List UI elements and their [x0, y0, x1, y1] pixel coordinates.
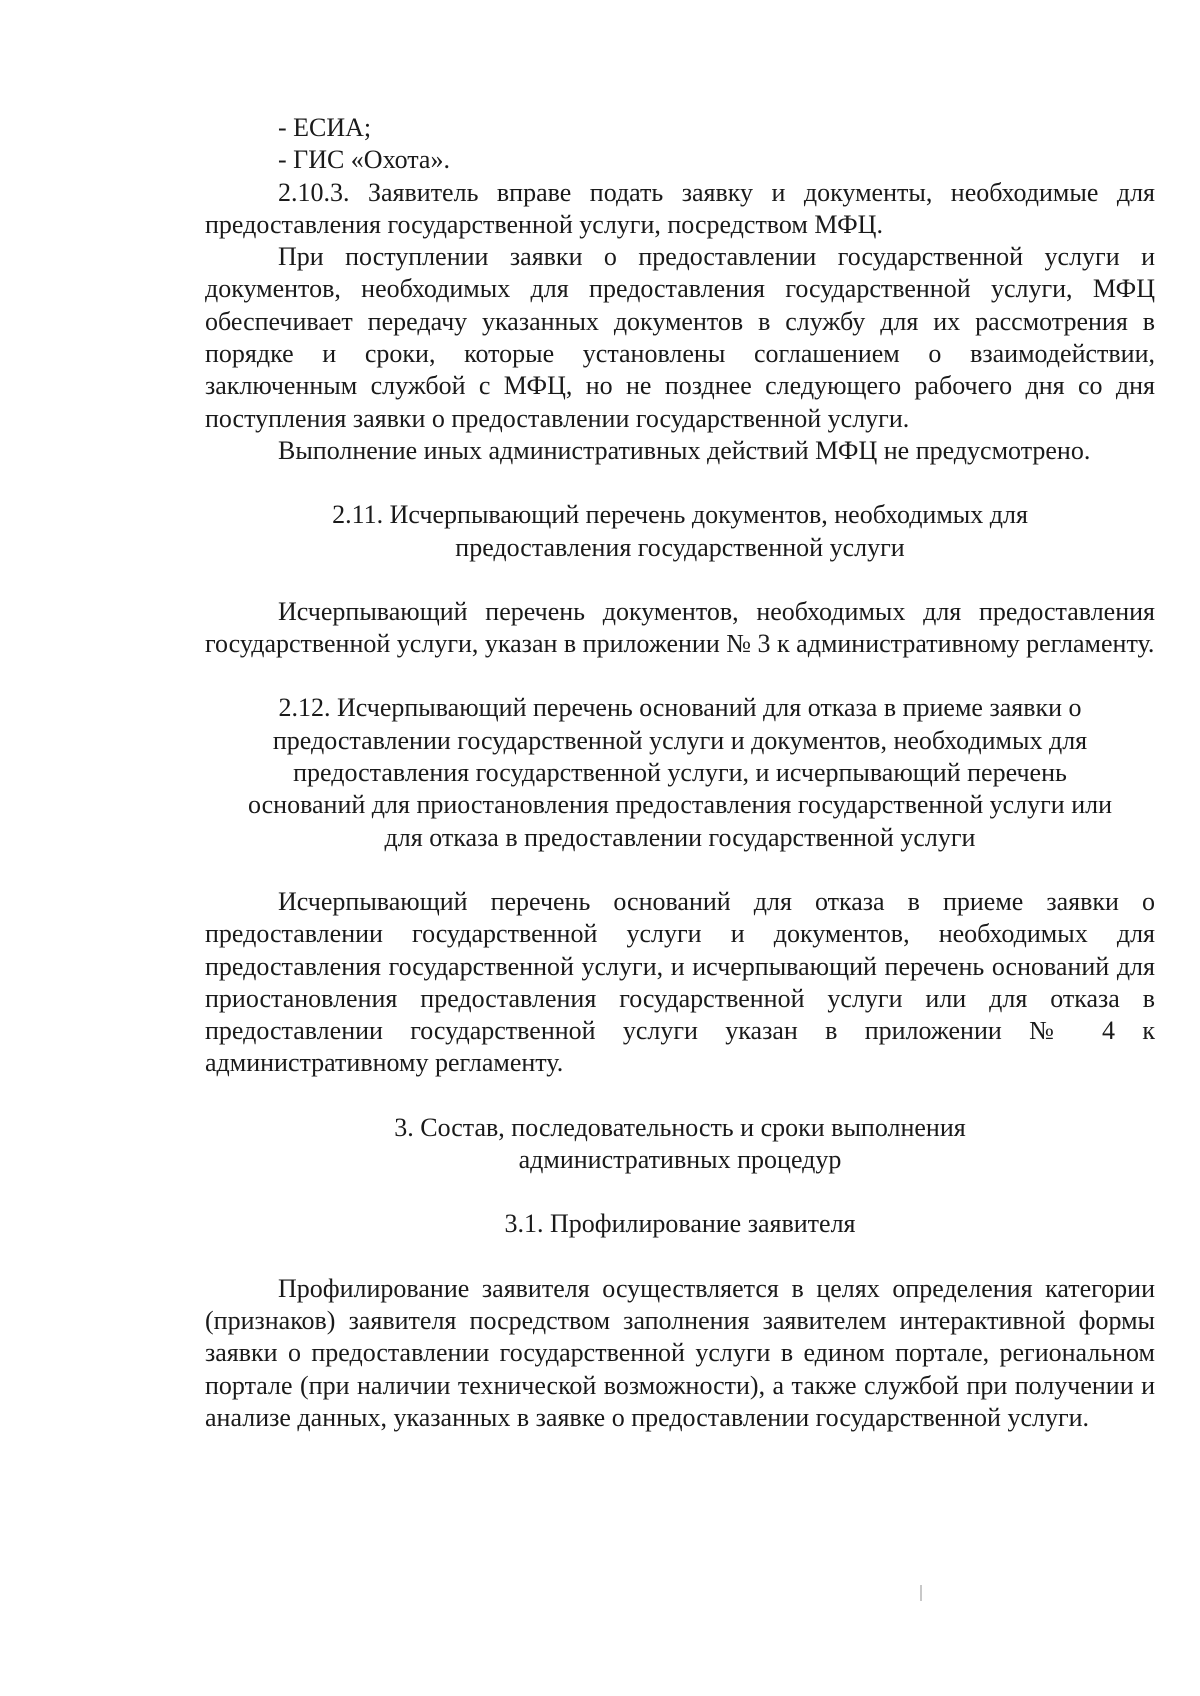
heading-2-11-line1: 2.11. Исчерпывающий перечень документов, необходимых для [332, 500, 1028, 530]
paragraph-2-11-body: Исчерпывающий перечень документов, необходимых для предоставления государственной услуги, указан в приложении № 3 к административному регламенту. [205, 596, 1155, 659]
list-item-esia: - ЕСИА; [278, 113, 372, 142]
heading-2-11-line2: предоставления государственной услуги [455, 532, 905, 562]
heading-2-11 [205, 499, 1155, 564]
heading-3 [205, 1112, 1155, 1177]
heading-2-12-line5: для отказа в предоставлении государственной услуги [384, 822, 976, 852]
list-item-gis-okhota: - ГИС «Охота». [278, 145, 450, 175]
heading-2-12-line2: предоставлении государственной услуги и документов, необходимых для [272, 725, 1088, 755]
paragraph-2-12-body: Исчерпывающий перечень оснований для отказа в приеме заявки о предоставлении государственной услуги и документов, необходимых для предоставления государственной услуги, и исчерпывающий перечень оснований для приостановления предоставления государственной услуги или для отказа в предоставлении государственной услуги указан в приложении № 4 к административному регламенту. [205, 886, 1155, 1078]
heading-3-line1: 3. Состав, последовательность и сроки выполнения [394, 1112, 966, 1142]
paragraph-mfc-other-actions: Выполнение иных административных действий МФЦ не предусмотрено. [278, 435, 1091, 465]
scan-artifact-mark [920, 1585, 922, 1601]
paragraph-3-1-body: Профилирование заявителя осуществляется в целях определения категории (признаков) заявителя посредством заполнения заявителем интерактивной формы заявки о предоставлении государственной услуги в едином портале, региональном портале (при наличии технической возможности), а также службой при получении и анализе данных, указанных в заявке о предоставлении государственной услуги. [205, 1273, 1155, 1432]
paragraph-2-10-3: 2.10.3. Заявитель вправе подать заявку и документы, необходимые для предоставления государственной услуги, посредством МФЦ. [205, 177, 1155, 239]
heading-2-12-line4: оснований для приостановления предоставления государственной услуги или [247, 790, 1113, 820]
heading-3-1: 3.1. Профилирование заявителя [504, 1209, 856, 1239]
heading-2-12-line1: 2.12. Исчерпывающий перечень оснований для отказа в приеме заявки о [278, 693, 1082, 723]
heading-2-12 [205, 692, 1155, 853]
heading-3-line2: административных процедур [518, 1145, 842, 1175]
document-page [205, 112, 1155, 1434]
paragraph-mfc-transfer: При поступлении заявки о предоставлении государственной услуги и документов, необходимых для предоставления государственной услуги, МФЦ обеспечивает передачу указанных документов в службу для их рассмотрения в порядке и сроки, которые установлены соглашением о взаимодействии, заключенным службой с МФЦ, но не позднее следующего рабочего дня со дня поступления заявки о предоставлении государственной услуги. [205, 242, 1155, 433]
heading-2-12-line3: предоставления государственной услуги, и исчерпывающий перечень [293, 758, 1067, 788]
